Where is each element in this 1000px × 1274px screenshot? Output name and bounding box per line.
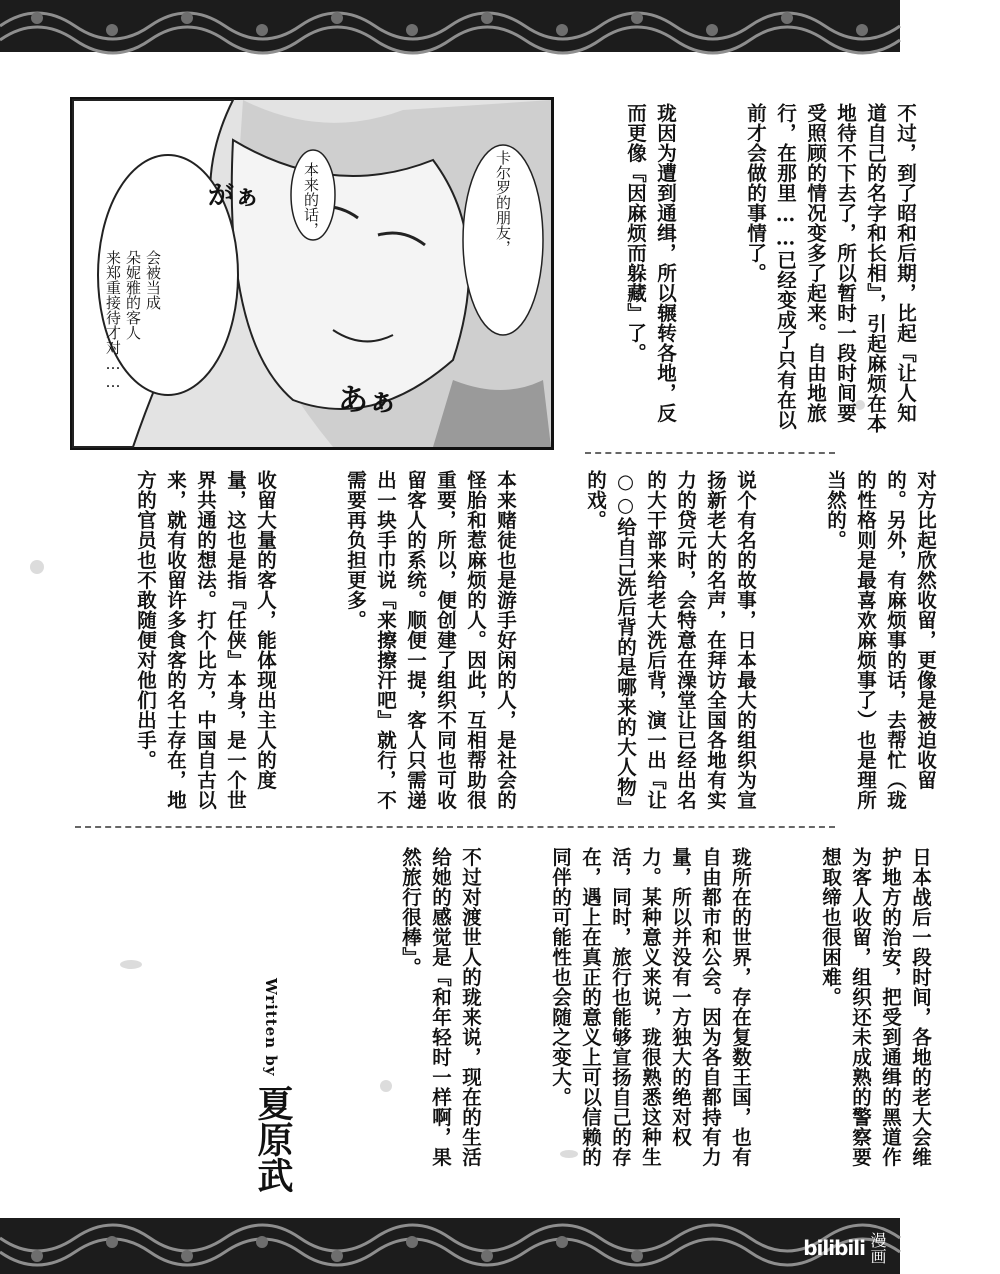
bottom-cloud-border	[0, 1218, 900, 1274]
paragraph: 珑所在的世界，存在复数王国，也有自由都市和公会。因为各自都持有力量，所以并没有一方独大的绝对权力。某种意义来说，珑很熟悉这种生活，同时，旅行也能够宣扬自己的存在，遇上在真正的意义上可以信赖的同伴的可能性也会随之变大。	[549, 847, 752, 1167]
paragraph: 不过，到了昭和后期，比起『让人知道自己的名字和长相』，引起麻烦在本地待不下去了，所以暂时一段时间要受照顾的情况变多了起来。自由地旅行，在那里……已经变成了只有在以前才会做的事情了。	[744, 103, 917, 434]
paragraph: 日本战后一段时间，各地的老大会维护地方的治安，把受到通缉的黑道作为客人收留，组织还未成熟的警察要想取缔也很困难。	[819, 847, 932, 1167]
manga-panel	[70, 97, 554, 450]
text-section-3	[365, 847, 995, 1177]
speech-bubble-right: 卡尔罗的朋友，	[494, 150, 512, 255]
text-section-1	[590, 103, 980, 435]
manga-mark: 漫画	[868, 1232, 887, 1264]
speech-bubble-middle: 本来的话，	[302, 162, 320, 237]
bilibili-logo: bilibili	[803, 1236, 865, 1260]
sound-effect-aa: あぁ	[338, 383, 398, 418]
top-cloud-border	[0, 0, 900, 52]
sound-effect-ga: がぁ	[208, 181, 261, 211]
bilibili-watermark	[803, 1232, 886, 1264]
text-section-2	[100, 470, 1000, 810]
paragraph: 珑因为遭到通缉，所以辗转各地，反而更像『因麻烦而躲藏』了。	[624, 103, 677, 423]
paragraph: 本来赌徒也是游手好闲的人，是社会的怪胎和惹麻烦的人。因此，互相帮助很重要，所以，便创建了组织不同也可收留客人的系统。顺便一提，客人只需递出一块手巾说『来擦擦汗吧』就行，不需要再负担更多。	[344, 470, 517, 810]
paragraph: 对方比起欣然收留，更像是被迫收留的。另外，有麻烦事的话，去帮忙（珑的性格则是最喜欢麻烦事了）也是理所当然的。	[824, 470, 937, 810]
dashed-divider	[585, 452, 835, 454]
paragraph: 说个有名的故事，日本最大的组织为宣扬新老大的名声，在拜访全国各地有实力的贷元时，会特意在澡堂让已经出名的大干部来给老大洗后背，演一出『让○○给自己洗后背的是哪来的大人物』的戏。	[584, 470, 757, 810]
author-name: 夏原武	[252, 1085, 294, 1193]
paragraph: 收留大量的客人，能体现出主人的度量，这也是指『任侠』本身，是一个世界共通的想法。打个比方，中国自古以来，就有收留许多食客的名士存在，地方的官员也不敢随便对他们出手。	[134, 470, 277, 810]
paragraph: 不过对渡世人的珑来说，现在的生活给她的感觉是『和年轻时一样啊，果然旅行很棒』。	[399, 847, 482, 1167]
ink-splatter	[30, 560, 44, 574]
ink-splatter	[120, 960, 142, 969]
dashed-divider	[75, 826, 835, 828]
speech-bubble-left: 会被当成 朵妮雅的客人 来郑重接待才对……	[104, 250, 162, 391]
written-by-label: Written by	[262, 978, 280, 1077]
